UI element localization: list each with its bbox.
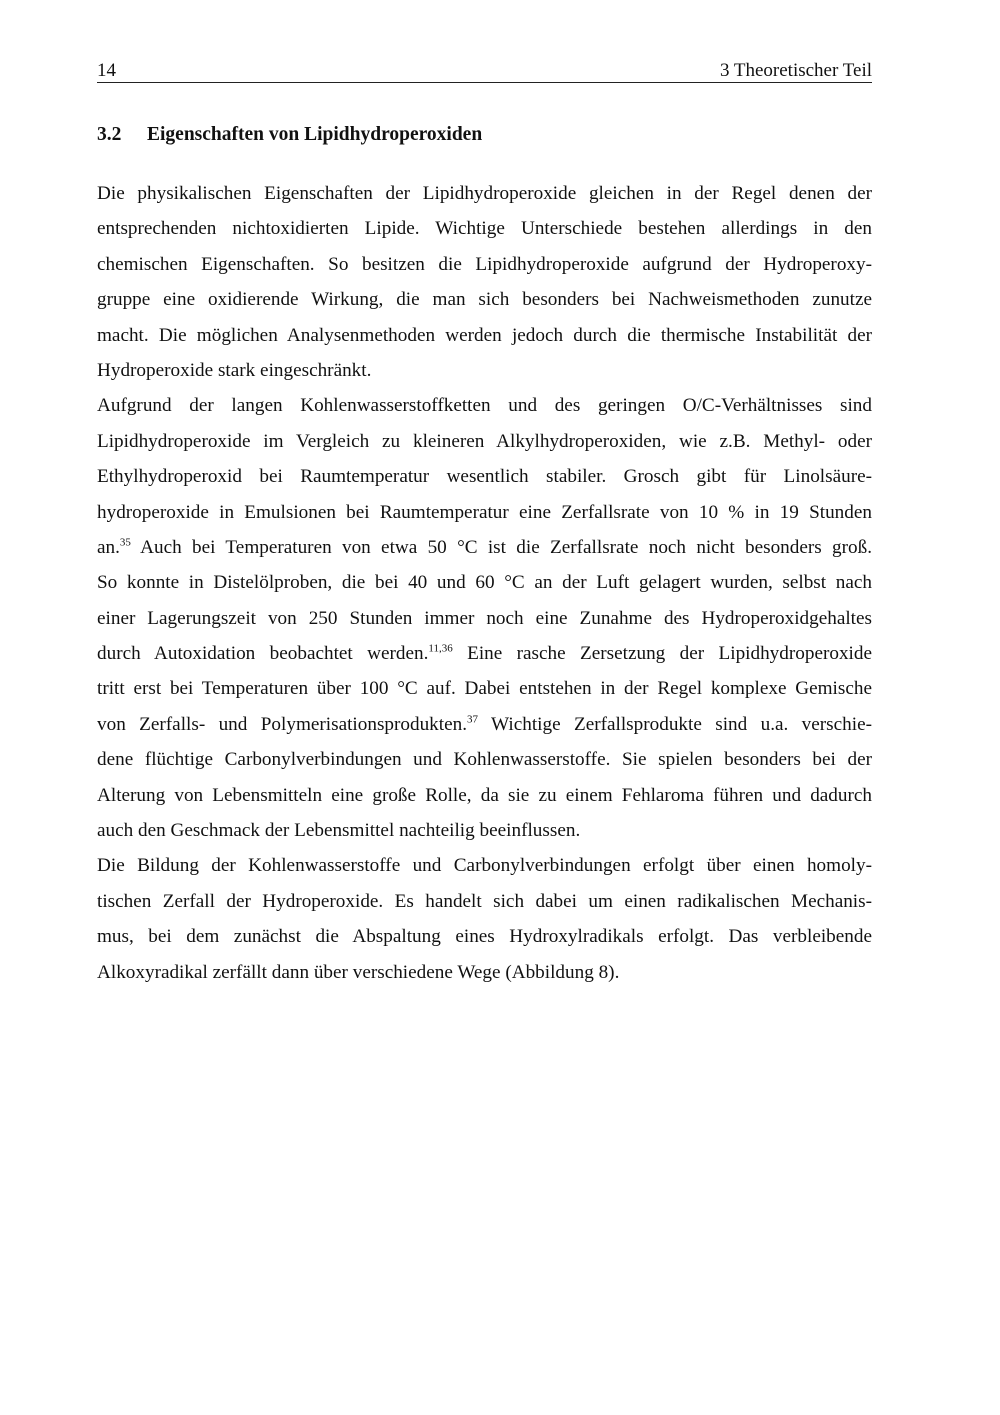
text-line: tischen Zerfall der Hydroperoxide. Es handelt sich dabei um einen radikalischen Mechanis- (97, 890, 872, 912)
text-line: Alterung von Lebensmitteln eine große Rolle, da sie zu einem Fehlaroma führen und dadurch (97, 784, 872, 806)
text-line: hydroperoxide in Emulsionen bei Raumtemperatur eine Zerfallsrate von 10 % in 19 Stunden (97, 501, 872, 523)
text-segment: Wichtige Zerfallsprodukte sind u.a. verschie- (478, 713, 872, 735)
text-line: Hydroperoxide stark eingeschränkt. (97, 359, 372, 381)
page-number: 14 (97, 60, 116, 81)
text-line: mus, bei dem zunächst die Abspaltung eines Hydroxylradikals erfolgt. Das verbleibende (97, 926, 872, 948)
text-line: Alkoxyradikal zerfällt dann über verschiedene Wege (Abbildung 8). (97, 961, 620, 983)
citation-superscript: 37 (467, 713, 479, 726)
text-line: Die Bildung der Kohlenwasserstoffe und Carbonylverbindungen erfolgt über einen homoly- (97, 855, 872, 877)
text-line: auch den Geschmack der Lebensmittel nachteilig beeinflussen. (97, 820, 581, 842)
text-line: entsprechenden nichtoxidierten Lipide. Wichtige Unterschiede bestehen allerdings in den (97, 218, 872, 240)
text-line: So konnte in Distelölproben, die bei 40 und 60 °C an der Luft gelagert wurden, selbst nach (97, 572, 872, 594)
text-line: Lipidhydroperoxide im Vergleich zu kleineren Alkylhydroperoxiden, wie z.B. Methyl- oder (97, 430, 872, 452)
text-line (97, 530, 872, 565)
text-line: Die physikalischen Eigenschaften der Lipidhydroperoxide gleichen in der Regel denen der (97, 183, 872, 204)
text-line (97, 636, 872, 671)
running-chapter-title: 3 Theoretischer Teil (719, 60, 872, 81)
text-line: gruppe eine oxidierende Wirkung, die man sich besonders bei Nachweismethoden zunutze (97, 289, 872, 311)
body-text (97, 176, 872, 990)
text-segment: Eine rasche Zersetzung der Lipidhydroperoxide (452, 643, 872, 665)
text-line: tritt erst bei Temperaturen über 100 °C auf. Dabei entstehen in der Regel komplexe Gemische (97, 678, 872, 700)
text-line: chemischen Eigenschaften. So besitzen die Lipidhydroperoxide aufgrund der Hydroperoxy- (97, 253, 872, 275)
page-header (97, 60, 872, 83)
citation-superscript: 35 (119, 536, 131, 549)
text-segment: an. (97, 536, 120, 558)
section-number: 3.2 (97, 124, 122, 145)
text-segment: von Zerfalls- und Polymerisationsprodukten. (97, 713, 468, 735)
section-heading (97, 122, 482, 148)
text-segment: Auch bei Temperaturen von etwa 50 °C ist die Zerfallsrate noch nicht besonders groß. (130, 536, 872, 558)
text-segment: durch Autoxidation beobachtet werden. (97, 643, 429, 665)
citation-superscript: 11,36 (428, 642, 453, 655)
section-title: Eigenschaften von Lipidhydroperoxiden (147, 124, 483, 145)
text-line: dene flüchtige Carbonylverbindungen und Kohlenwasserstoffe. Sie spielen besonders bei der (97, 749, 872, 771)
text-line: einer Lagerungszeit von 250 Stunden immer noch eine Zunahme des Hydroperoxidgehaltes (97, 607, 872, 629)
text-line: Ethylhydroperoxid bei Raumtemperatur wesentlich stabiler. Grosch gibt für Linolsäure- (97, 466, 872, 488)
text-line (97, 707, 872, 742)
text-line: Aufgrund der langen Kohlenwasserstoffketten und des geringen O/C-Verhältnisses sind (97, 395, 872, 417)
text-line: macht. Die möglichen Analysenmethoden werden jedoch durch die thermische Instabilität der (97, 324, 872, 346)
